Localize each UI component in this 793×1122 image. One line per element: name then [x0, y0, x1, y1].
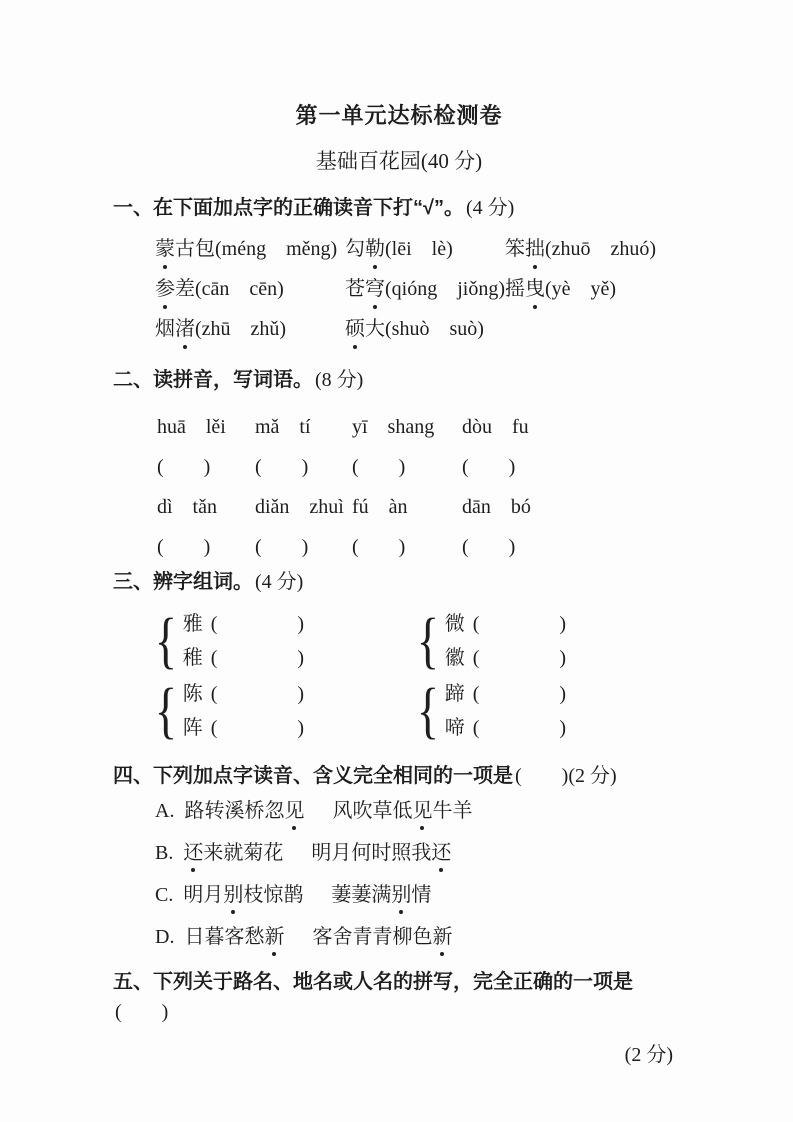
phrase — [312, 923, 452, 951]
dotted-char: 参 — [155, 274, 175, 304]
answer-blank: ( ) — [472, 647, 567, 669]
pair-char: 微 — [444, 613, 465, 635]
phrase — [332, 797, 472, 825]
dotted-word — [345, 314, 505, 344]
phrase-pre: 日暮客愁 — [184, 926, 265, 948]
brace-glyph: { — [416, 677, 440, 745]
answer-blank: ( ) — [157, 536, 211, 558]
section2-score: (8 分) — [315, 369, 364, 391]
answer-blank: ( ) — [210, 717, 305, 739]
pair-char: 啼 — [444, 717, 465, 739]
section3-score: (4 分) — [255, 571, 304, 593]
pinyin-choices: (zhuō zhuó) — [545, 238, 657, 260]
phrase-pre: 风吹草低 — [332, 800, 413, 822]
word-pre: 勾 — [345, 238, 365, 260]
option-d — [155, 923, 685, 951]
dotted-char: 新 — [432, 923, 452, 951]
section3-header — [113, 567, 685, 597]
dotted-word — [505, 234, 685, 264]
answer-blank: ( ) — [462, 536, 516, 558]
char-pair — [151, 677, 413, 745]
pinyin-choices: (zhū zhǔ) — [195, 318, 287, 340]
dotted-char: 见 — [284, 797, 304, 825]
dotted-char: 别 — [391, 881, 411, 909]
phrase-pre: 明月何时照我 — [311, 842, 432, 864]
dotted-char: 蒙 — [155, 234, 175, 264]
section4-options — [155, 797, 685, 951]
answer-blank: ( ) — [472, 717, 567, 739]
phrase — [183, 839, 283, 867]
section2-header — [113, 365, 685, 395]
dotted-word — [155, 234, 345, 264]
pair-char: 雅 — [182, 613, 203, 635]
pair-char: 徽 — [444, 647, 465, 669]
word-pre: 摇 — [505, 278, 525, 300]
pinyin-choices: (qióng jiǒng) — [385, 278, 505, 300]
section1-word-grid — [155, 229, 685, 349]
phrase-pre: 明月 — [183, 884, 224, 906]
section5-header — [113, 967, 685, 1027]
section2-title: 二、读拼音，写词语。 — [113, 369, 313, 391]
answer-blank: ( ) — [255, 456, 309, 478]
option-label: A. — [155, 800, 175, 822]
pinyin-choices: (cān cēn) — [195, 278, 284, 300]
char-pair — [413, 607, 685, 675]
section5-title: 五、下列关于路名、地名或人名的拼写，完全正确的一项是 — [113, 971, 633, 993]
char-pair — [151, 607, 413, 675]
phrase-post: 牛羊 — [432, 800, 473, 822]
dotted-word — [505, 274, 685, 304]
section2-pinyin-grid — [157, 407, 685, 567]
phrase — [184, 923, 284, 951]
dotted-char: 见 — [412, 797, 432, 825]
option-label: B. — [155, 842, 174, 864]
section3-title: 三、辨字组词。 — [113, 571, 253, 593]
phrase-post: 枝惊鹊 — [243, 884, 304, 906]
answer-blank: ( ) — [352, 536, 406, 558]
dotted-char: 拙 — [525, 234, 545, 264]
section1-score: (4 分) — [465, 197, 515, 219]
pinyin-word: fú àn — [352, 496, 408, 518]
dotted-char: 曳 — [525, 274, 545, 304]
dotted-char: 别 — [223, 881, 243, 909]
pair-char: 蹄 — [444, 683, 465, 705]
pinyin-word: huā lěi — [157, 416, 226, 438]
pinyin-word: diǎn zhuì — [255, 496, 344, 518]
pinyin-word: mǎ tí — [255, 416, 311, 438]
section4-title: 四、下列加点字读音、含义完全相同的一项是 — [113, 765, 513, 787]
answer-blank: ( ) — [472, 613, 567, 635]
section3-pairs-grid — [151, 607, 685, 745]
part-banner: 基础百花园(40 分) — [315, 149, 483, 173]
brace-glyph: { — [154, 677, 178, 745]
dotted-char: 还 — [183, 839, 203, 867]
phrase-pre: 客舍青青柳色 — [312, 926, 433, 948]
dotted-char: 硕 — [345, 314, 365, 344]
section5-score: (2 分) — [624, 1044, 673, 1066]
section1-header — [113, 193, 685, 223]
option-a — [155, 797, 685, 825]
phrase — [311, 839, 451, 867]
section1-title: 一、在下面加点字的正确读音下打“√”。 — [113, 197, 464, 219]
pinyin-word: dòu fu — [462, 416, 529, 438]
dotted-char: 渚 — [175, 314, 195, 344]
pinyin-word: yī shang — [352, 416, 435, 438]
phrase-post: 来就菊花 — [203, 842, 284, 864]
pinyin-choices: (méng měng) — [215, 238, 338, 260]
option-c — [155, 881, 685, 909]
phrase-pre: 萋萋满 — [331, 884, 392, 906]
char-pair — [413, 677, 685, 745]
word-post: 差 — [175, 278, 195, 300]
word-post: 古包 — [175, 238, 215, 260]
pair-char: 陈 — [182, 683, 203, 705]
dotted-word — [345, 274, 505, 304]
dotted-word — [345, 234, 505, 264]
option-label: D. — [155, 926, 175, 948]
pinyin-word: dì tǎn — [157, 496, 217, 518]
pair-char: 稚 — [182, 647, 203, 669]
dotted-word — [155, 274, 345, 304]
word-pre: 苍 — [345, 278, 365, 300]
word-post: 大 — [365, 318, 385, 340]
dotted-word — [155, 314, 345, 344]
phrase — [331, 881, 431, 909]
answer-blank: ( ) — [157, 456, 211, 478]
brace-glyph: { — [154, 607, 178, 675]
dotted-char: 勒 — [365, 234, 385, 264]
option-label: C. — [155, 884, 174, 906]
pinyin-choices: (yè yě) — [545, 278, 617, 300]
phrase — [183, 881, 303, 909]
dotted-char: 新 — [264, 923, 284, 951]
section4-blank-and-score: ( )(2 分) — [515, 765, 617, 787]
dotted-char: 还 — [431, 839, 451, 867]
answer-blank: ( ) — [210, 683, 305, 705]
pinyin-choices: (shuò suò) — [385, 318, 484, 340]
page-title: 第一单元达标检测卷 — [295, 103, 503, 128]
answer-blank: ( ) — [462, 456, 516, 478]
section4-header — [113, 761, 685, 791]
answer-blank: ( ) — [210, 647, 305, 669]
answer-blank: ( ) — [255, 536, 309, 558]
dotted-char: 穹 — [365, 274, 385, 304]
phrase-pre: 路转溪桥忽 — [184, 800, 285, 822]
phrase — [184, 797, 304, 825]
answer-blank: ( ) — [352, 456, 406, 478]
word-pre: 笨 — [505, 238, 525, 260]
pair-char: 阵 — [182, 717, 203, 739]
answer-blank: ( ) — [115, 1001, 169, 1023]
option-b — [155, 839, 685, 867]
brace-glyph: { — [416, 607, 440, 675]
phrase-post: 情 — [411, 884, 432, 906]
word-pre: 烟 — [155, 318, 175, 340]
pinyin-choices: (lēi lè) — [385, 238, 453, 260]
answer-blank: ( ) — [210, 613, 305, 635]
pinyin-word: dān bó — [462, 496, 531, 518]
answer-blank: ( ) — [472, 683, 567, 705]
